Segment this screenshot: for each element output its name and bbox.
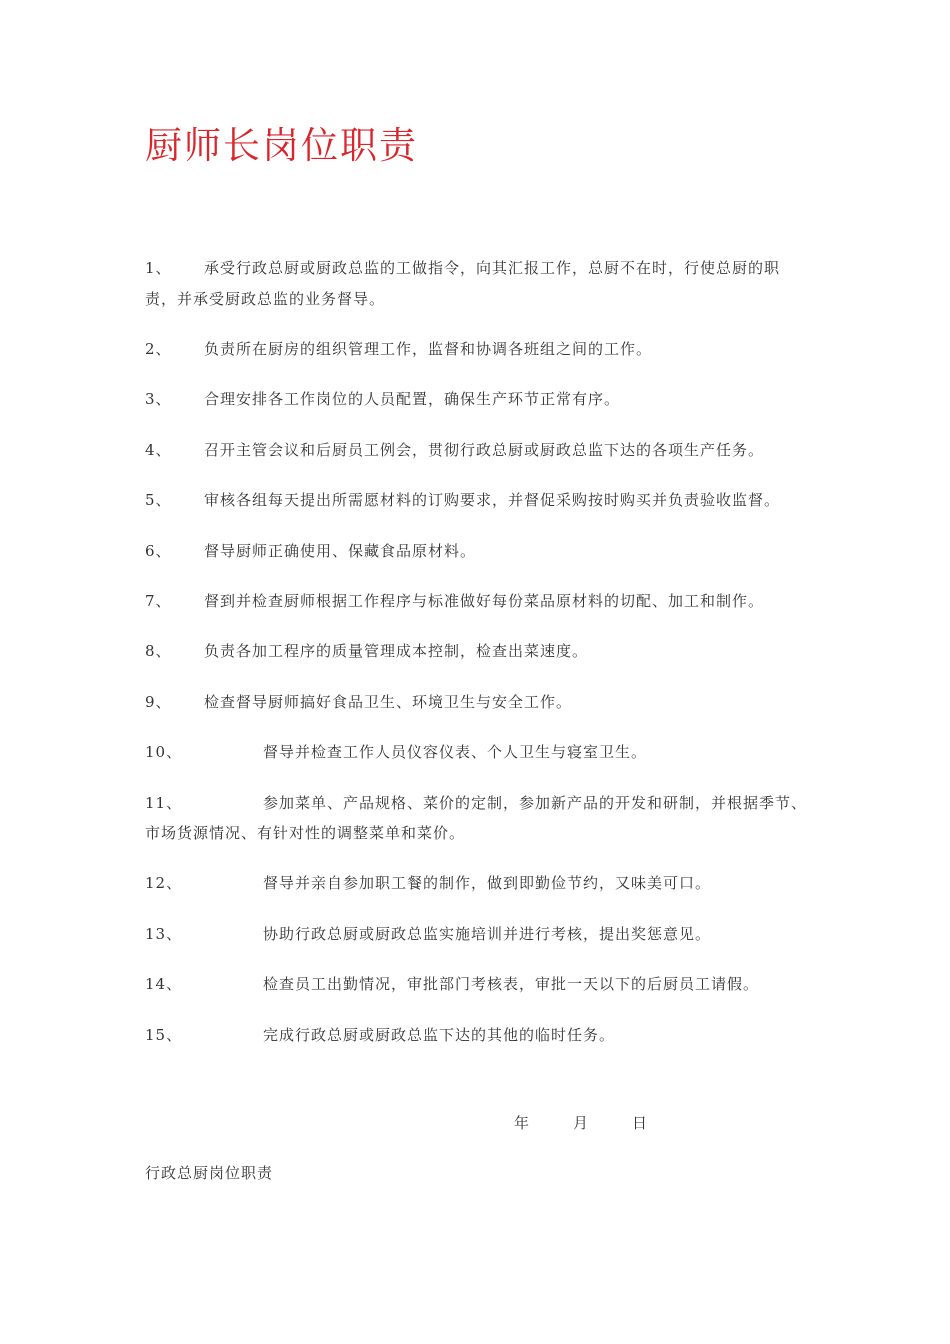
duty-number: 6、 — [145, 541, 172, 560]
duty-text: 负责所在厨房的组织管理工作，监督和协调各班组之间的工作。 — [204, 339, 653, 358]
duty-text: 督导并检查工作人员仪容仪表、个人卫生与寝室卫生。 — [263, 743, 648, 762]
duty-text: 承受行政总厨或厨政总监的工做指令，向其汇报工作，总厨不在时，行使总厨的职责，并承受厨政总监的业务督导。 — [145, 259, 781, 308]
duty-number: 10、 — [145, 743, 183, 762]
duty-number: 11、 — [145, 793, 183, 812]
duty-text: 督到并检查厨师根据工作程序与标准做好每份菜品原材料的切配、加工和制作。 — [204, 591, 765, 610]
duty-number: 13、 — [145, 924, 183, 943]
next-section-heading: 行政总厨岗位职责 — [145, 1164, 274, 1182]
duty-text: 督导并亲自参加职工餐的制作，做到即勤俭节约，又味美可口。 — [263, 874, 712, 893]
duty-number: 12、 — [145, 874, 183, 893]
duty-number: 15、 — [145, 1025, 183, 1044]
duty-number: 1、 — [145, 259, 172, 277]
duty-item — [145, 788, 810, 849]
duty-item — [145, 687, 810, 718]
date-month: 月 — [573, 1114, 590, 1132]
duty-item — [145, 737, 810, 768]
duty-item — [145, 868, 810, 899]
duty-item — [145, 919, 810, 950]
duty-item — [145, 969, 810, 1000]
duty-text: 检查员工出勤情况，审批部门考核表，审批一天以下的后厨员工请假。 — [263, 975, 760, 994]
duty-number: 5、 — [145, 491, 172, 510]
duty-item — [145, 334, 810, 365]
duty-text: 参加菜单、产品规格、菜价的定制，参加新产品的开发和研制，并根据季节、市场货源情况、有针对性的调整菜单和菜价。 — [145, 793, 808, 843]
duty-text: 协助行政总厨或厨政总监实施培训并进行考核，提出奖惩意见。 — [263, 924, 712, 943]
duty-number: 7、 — [145, 591, 172, 610]
duty-text: 督导厨师正确使用、保藏食品原材料。 — [204, 541, 477, 560]
date-day: 日 — [632, 1114, 649, 1132]
duty-list — [145, 253, 810, 1070]
duty-number: 8、 — [145, 642, 172, 661]
duty-item — [145, 536, 810, 567]
duty-text: 审核各组每天提出所需愿材料的订购要求，并督促采购按时购买并负责验收监督。 — [204, 491, 781, 510]
duty-item — [145, 485, 810, 516]
duty-number: 3、 — [145, 390, 172, 409]
duty-item — [145, 1020, 810, 1051]
duty-text: 召开主管会议和后厨员工例会，贯彻行政总厨或厨政总监下达的各项生产任务。 — [204, 440, 765, 459]
duty-item — [145, 435, 810, 466]
duty-item — [145, 384, 810, 415]
duty-number: 2、 — [145, 339, 172, 358]
duty-text: 检查督导厨师搞好食品卫生、环境卫生与安全工作。 — [204, 692, 573, 711]
duty-number: 9、 — [145, 692, 172, 711]
document-title: 厨师长岗位职责 — [145, 124, 418, 167]
duty-item — [145, 636, 810, 667]
duty-item — [145, 586, 810, 617]
duty-text: 合理安排各工作岗位的人员配置，确保生产环节正常有序。 — [204, 390, 621, 409]
date-year: 年 — [514, 1114, 531, 1132]
duty-text: 负责各加工程序的质量管理成本控制，检查出菜速度。 — [204, 642, 589, 661]
duty-number: 4、 — [145, 440, 172, 459]
duty-number: 14、 — [145, 975, 183, 994]
duty-item — [145, 253, 810, 314]
duty-text: 完成行政总厨或厨政总监下达的其他的临时任务。 — [263, 1025, 616, 1044]
date-line — [514, 1112, 648, 1133]
